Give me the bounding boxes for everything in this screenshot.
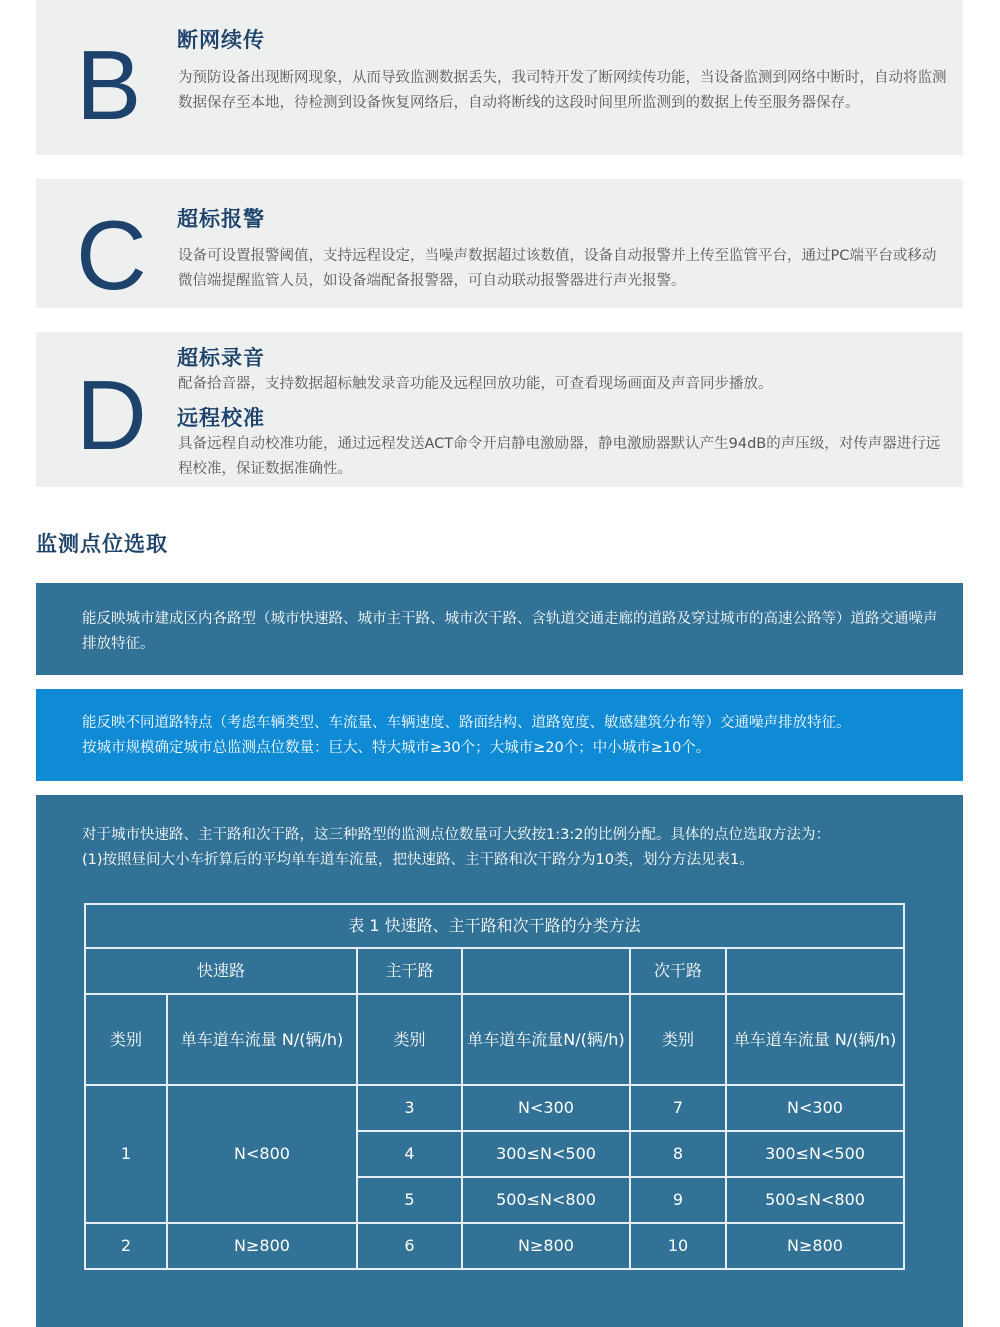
table-header-row — [85, 994, 904, 1085]
info-line-2: (1)按照昼间大小车折算后的平均单车道车流量，把快速路、主干路和次干路分为10类，划分方法见表1。 — [82, 851, 754, 868]
info-box-road-types — [36, 583, 963, 675]
secondary-flow: N≥800 — [726, 1223, 904, 1269]
header-class: 类别 — [85, 994, 167, 1085]
expressway-flow: N<800 — [167, 1085, 357, 1223]
main-class: 5 — [357, 1177, 462, 1223]
road-type-main: 主干路 — [357, 948, 462, 994]
feature-title: 超标录音 — [177, 346, 265, 370]
table-road-type-row — [85, 948, 904, 994]
feature-card-b — [36, 0, 963, 155]
info-line-1: 对于城市快速路、主干路和次干路，这三种路型的监测点位数量可大致按1:3:2的比例分配。具体的点位选取方法为： — [82, 827, 830, 843]
table-caption: 表 1 快速路、主干路和次干路的分类方法 — [85, 904, 904, 948]
expressway-flow: N≥800 — [167, 1223, 357, 1269]
feature-letter: D — [76, 360, 147, 470]
feature-card-c — [36, 179, 963, 308]
info-text — [82, 711, 942, 760]
feature-title: 断网续传 — [177, 28, 265, 52]
main-flow: 300≤N<500 — [462, 1131, 630, 1177]
feature-title: 超标报警 — [177, 207, 265, 231]
road-type-blank — [462, 948, 630, 994]
secondary-class: 9 — [630, 1177, 726, 1223]
classification-table — [84, 903, 905, 1270]
feature-description-2: 具备远程自动校准功能，通过远程发送ACT命令开启静电激励器，静电激励器默认产生94dB的声压级，对传声器进行远程校准，保证数据准确性。 — [178, 436, 941, 477]
expressway-class: 2 — [85, 1223, 167, 1269]
main-flow: N<300 — [462, 1085, 630, 1131]
info-line-2: 按城市规模确定城市总监测点位数量：巨大、特大城市≥30个；大城市≥20个；中小城市≥10个。 — [82, 739, 711, 756]
header-flow: 单车道车流量N/(辆/h) — [462, 994, 630, 1085]
info-line-1: 能反映不同道路特点（考虑车辆类型、车流量、车辆速度、路面结构、道路宽度、敏感建筑分布等）交通噪声排放特征。 — [82, 715, 851, 731]
secondary-flow: N<300 — [726, 1085, 904, 1131]
secondary-class: 8 — [630, 1131, 726, 1177]
secondary-class: 7 — [630, 1085, 726, 1131]
road-type-secondary: 次干路 — [630, 948, 726, 994]
table-caption-row — [85, 904, 904, 948]
feature-description: 设备可设置报警阈值，支持远程设定，当噪声数据超过该数值，设备自动报警并上传至监管平台，通过PC端平台或移动微信端提醒监管人员，如设备端配备报警器，可自动联动报警器进行声光报警。 — [178, 248, 937, 289]
main-class: 6 — [357, 1223, 462, 1269]
header-class: 类别 — [630, 994, 726, 1085]
table-row — [85, 1085, 904, 1131]
feature-card-d — [36, 332, 963, 487]
info-box-classification — [36, 795, 963, 1327]
section-title: 监测点位选取 — [36, 532, 168, 556]
header-class: 类别 — [357, 994, 462, 1085]
feature-description: 配备拾音器，支持数据超标触发录音功能及远程回放功能，可查看现场画面及声音同步播放。 — [178, 376, 773, 392]
main-flow: 500≤N<800 — [462, 1177, 630, 1223]
main-flow: N≥800 — [462, 1223, 630, 1269]
road-type-blank — [726, 948, 904, 994]
feature-description: 为预防设备出现断网现象，从而导致监测数据丢失，我司特开发了断网续传功能，当设备监测到网络中断时，自动将监测数据保存至本地，待检测到设备恢复网络后，自动将断线的这段时间里所监测到的数据上传至服务器保存。 — [178, 70, 947, 111]
header-flow: 单车道车流量 N/(辆/h) — [167, 994, 357, 1085]
road-type-expressway: 快速路 — [85, 948, 357, 994]
info-box-road-features — [36, 689, 963, 781]
feature-letter: C — [76, 200, 147, 310]
secondary-flow: 500≤N<800 — [726, 1177, 904, 1223]
info-text — [82, 823, 942, 872]
feature-title-2: 远程校准 — [177, 406, 265, 430]
main-class: 3 — [357, 1085, 462, 1131]
secondary-class: 10 — [630, 1223, 726, 1269]
feature-letter: B — [76, 30, 142, 140]
expressway-class: 1 — [85, 1085, 167, 1223]
secondary-flow: 300≤N<500 — [726, 1131, 904, 1177]
info-text: 能反映城市建成区内各路型（城市快速路、城市主干路、城市次干路、含轨道交通走廊的道路及穿过城市的高速公路等）道路交通噪声排放特征。 — [82, 611, 938, 652]
header-flow: 单车道车流量 N/(辆/h) — [726, 994, 904, 1085]
table-row — [85, 1223, 904, 1269]
main-class: 4 — [357, 1131, 462, 1177]
